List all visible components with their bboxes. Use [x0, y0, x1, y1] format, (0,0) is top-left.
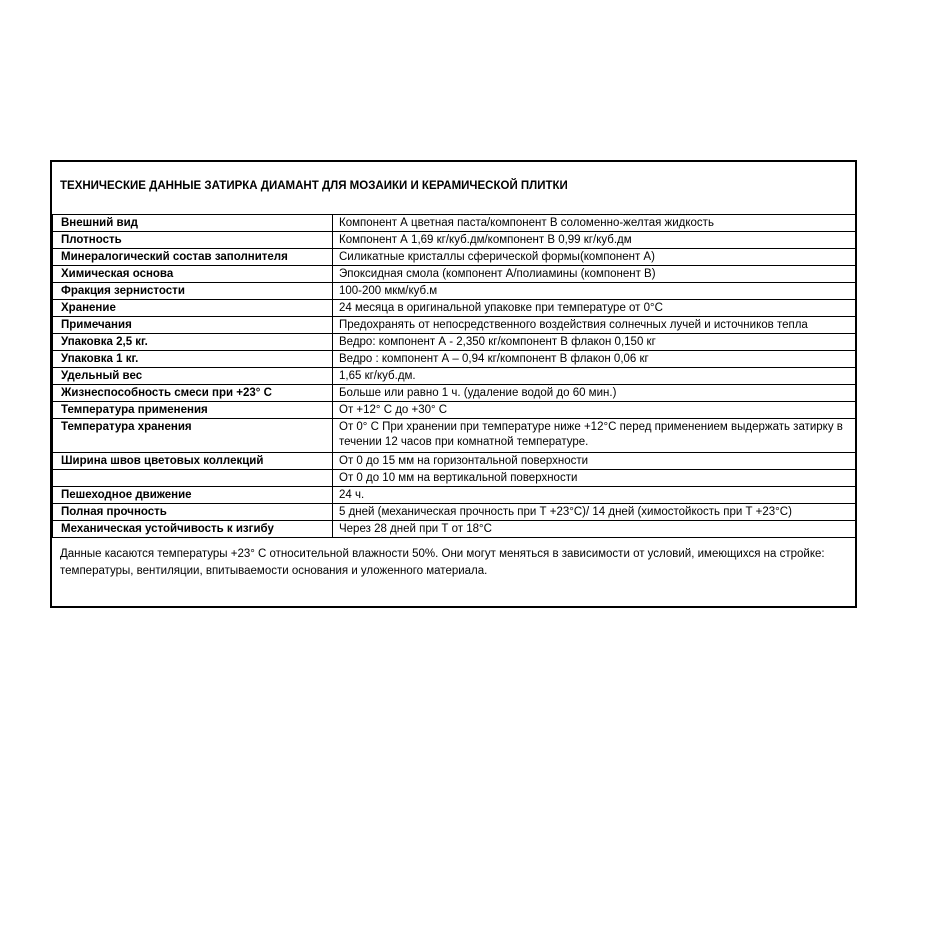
table-row [53, 232, 857, 249]
spec-value: От 0° С При хранении при температуре ниже +12°С перед применением выдержать затирку в течении 12 часов при комнатной температуре. [333, 419, 857, 453]
spec-label: Жизнеспособность смеси при +23° С [53, 385, 333, 402]
spec-label: Пешеходное движение [53, 487, 333, 504]
spec-value: 5 дней (механическая прочность при Т +23°С)/ 14 дней (химостойкость при Т +23°С) [333, 504, 857, 521]
spec-value: 24 месяца в оригинальной упаковке при температуре от 0°С [333, 300, 857, 317]
table-row [53, 334, 857, 351]
spec-value: Эпоксидная смола (компонент А/полиамины (компонент В) [333, 266, 857, 283]
table-row [53, 470, 857, 487]
spec-label: Упаковка 2,5 кг. [53, 334, 333, 351]
spec-value: Компонент А цветная паста/компонент В соломенно-желтая жидкость [333, 215, 857, 232]
spec-value: Компонент А 1,69 кг/куб.дм/компонент В 0,99 кг/куб.дм [333, 232, 857, 249]
spec-label: Удельный вес [53, 368, 333, 385]
table-row [53, 453, 857, 470]
table-row [53, 300, 857, 317]
spec-value: Ведро : компонент А – 0,94 кг/компонент В флакон 0,06 кг [333, 351, 857, 368]
spec-label: Температура хранения [53, 419, 333, 453]
table-row [53, 317, 857, 334]
spec-value: От 0 до 10 мм на вертикальной поверхности [333, 470, 857, 487]
table-row [53, 368, 857, 385]
spec-value: Через 28 дней при Т от 18°С [333, 521, 857, 538]
spec-value: Ведро: компонент А - 2,350 кг/компонент В флакон 0,150 кг [333, 334, 857, 351]
table-row [53, 487, 857, 504]
table-row [53, 402, 857, 419]
table-row [53, 283, 857, 300]
spec-label: Полная прочность [53, 504, 333, 521]
spec-label: Примечания [53, 317, 333, 334]
table-row [53, 249, 857, 266]
tech-data-sheet [50, 160, 857, 608]
table-row [53, 266, 857, 283]
spec-value: 1,65 кг/куб.дм. [333, 368, 857, 385]
spec-label [53, 470, 333, 487]
spec-value: От +12° С до +30° С [333, 402, 857, 419]
spec-label: Плотность [53, 232, 333, 249]
spec-label: Химическая основа [53, 266, 333, 283]
spec-label: Упаковка 1 кг. [53, 351, 333, 368]
spec-value: 100-200 мкм/куб.м [333, 283, 857, 300]
table-row [53, 504, 857, 521]
spec-label: Ширина швов цветовых коллекций [53, 453, 333, 470]
spec-label: Минералогический состав заполнителя [53, 249, 333, 266]
table-row [53, 521, 857, 538]
footnote: Данные касаются температуры +23° С относительной влажности 50%. Они могут меняться в зависимости от условий, имеющихся на стройке: температуры, вентиляции, впитываемости основания и уложенного материала. [60, 548, 825, 577]
spec-label: Хранение [53, 300, 333, 317]
spec-label: Температура применения [53, 402, 333, 419]
table-row [53, 385, 857, 402]
spec-value: Предохранять от непосредственного воздействия солнечных лучей и источников тепла [333, 317, 857, 334]
spec-value: От 0 до 15 мм на горизонтальной поверхности [333, 453, 857, 470]
spec-value: Больше или равно 1 ч. (удаление водой до 60 мин.) [333, 385, 857, 402]
spec-label: Фракция зернистости [53, 283, 333, 300]
spec-value: 24 ч. [333, 487, 857, 504]
table-row [53, 419, 857, 453]
spec-table [52, 214, 857, 538]
sheet-title: ТЕХНИЧЕСКИЕ ДАННЫЕ ЗАТИРКА ДИАМАНТ ДЛЯ МОЗАИКИ И КЕРАМИЧЕСКОЙ ПЛИТКИ [60, 180, 568, 192]
table-row [53, 351, 857, 368]
table-row [53, 215, 857, 232]
spec-value: Силикатные кристаллы сферической формы(компонент А) [333, 249, 857, 266]
spec-label: Механическая устойчивость к изгибу [53, 521, 333, 538]
spec-label: Внешний вид [53, 215, 333, 232]
